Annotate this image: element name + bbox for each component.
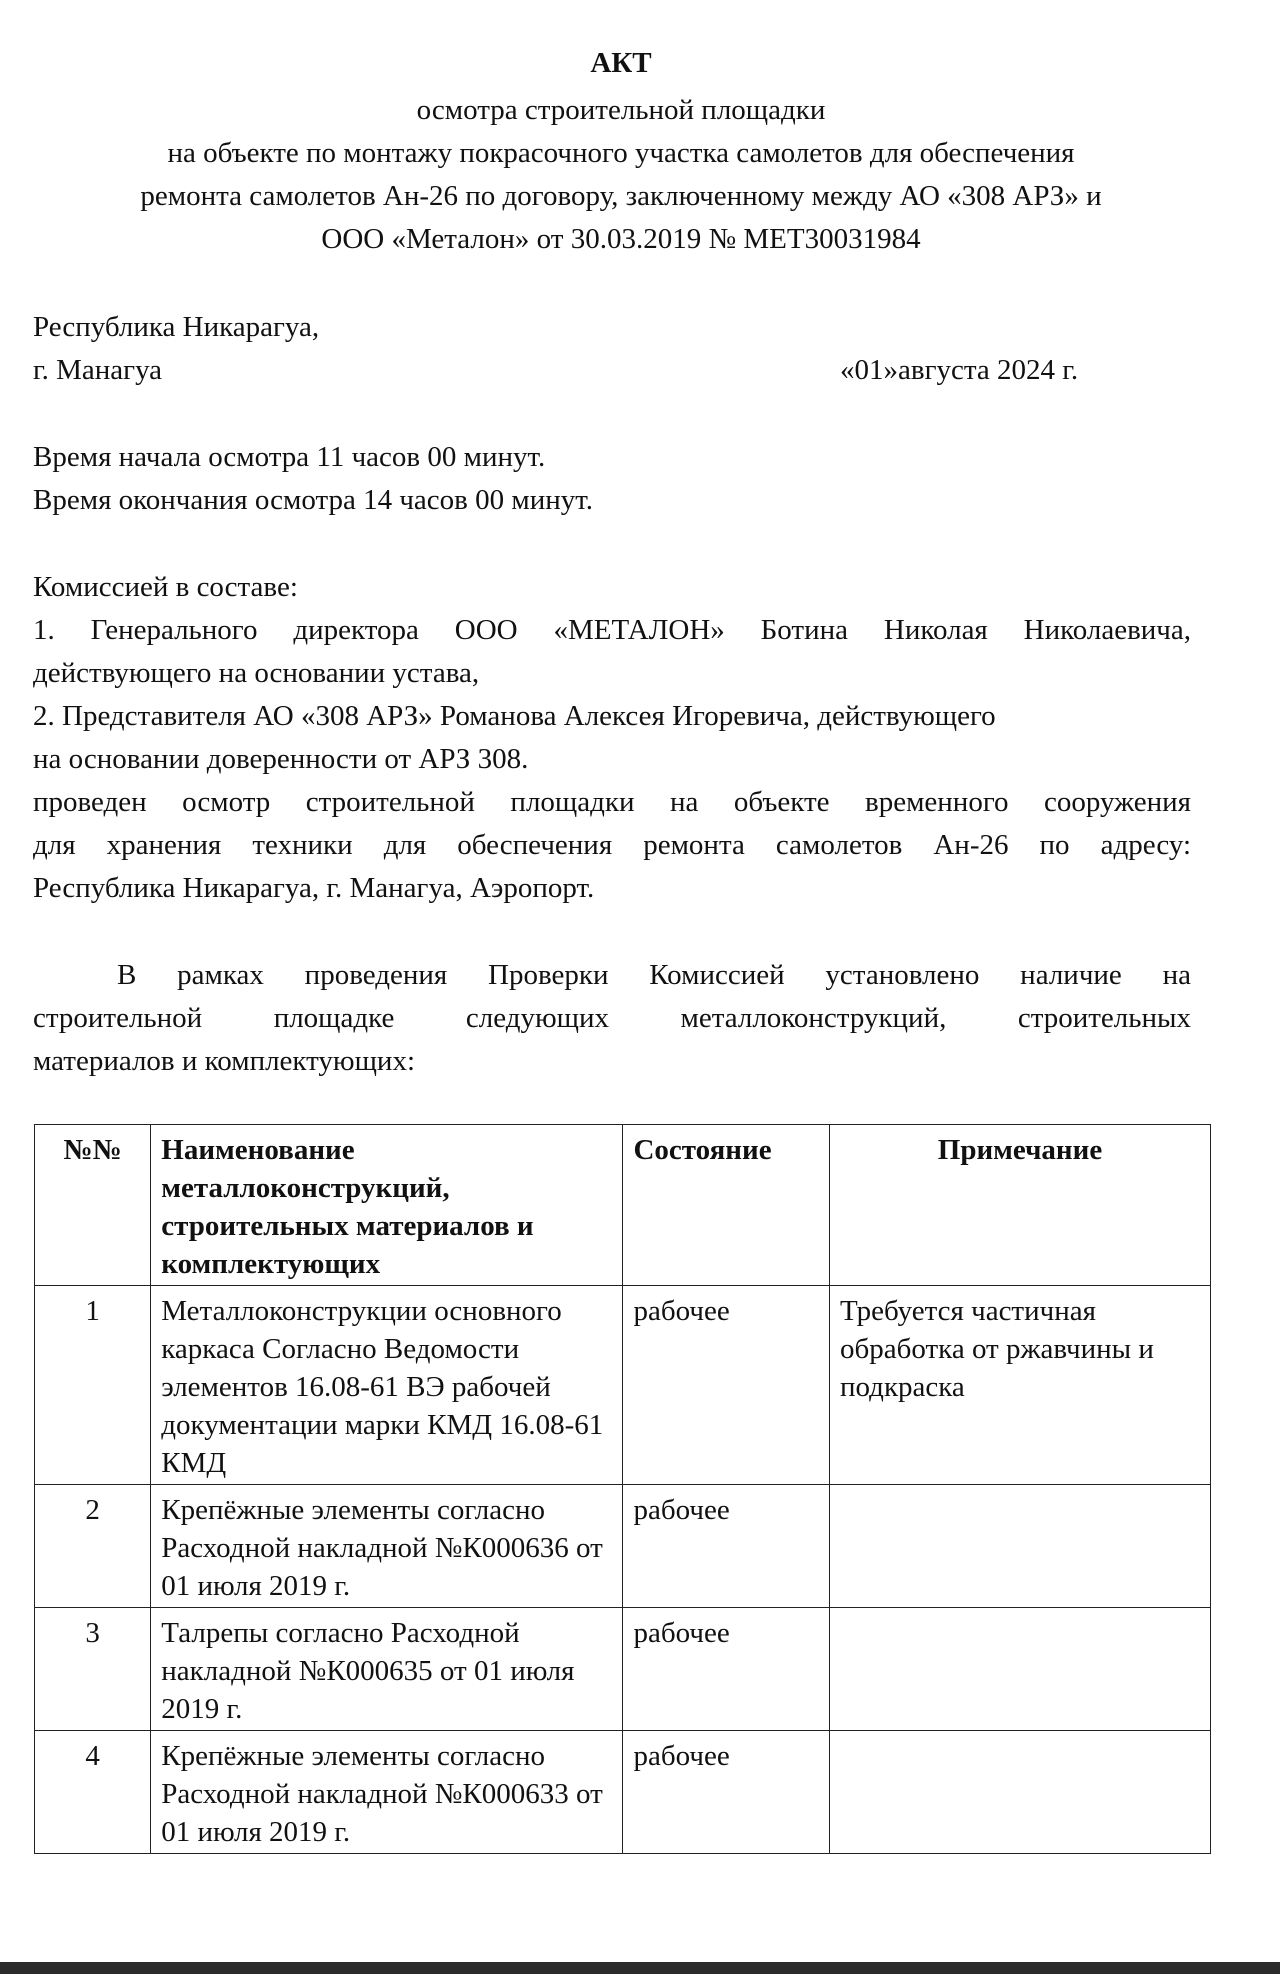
table-row <box>35 1485 1211 1608</box>
header-state: Состояние <box>623 1125 830 1286</box>
header-note: Примечание <box>830 1125 1211 1286</box>
table-row <box>35 1286 1211 1485</box>
row-note <box>830 1485 1211 1608</box>
findings-line-2: строительной площадке следующих металлоконструкций, строительных <box>33 1002 1191 1034</box>
items-table <box>34 1124 1211 1854</box>
title-line-3: ремонта самолетов Ан-26 по договору, заключенному между АО «308 АРЗ» и <box>140 180 1102 212</box>
row-note: Требуется частичная обработка от ржавчины и подкраска <box>830 1286 1211 1485</box>
row-state: рабочее <box>623 1286 830 1485</box>
header-name: Наименование металлоконструкций, строительных материалов и комплектующих <box>151 1125 623 1286</box>
header-num: №№ <box>35 1125 151 1286</box>
member-1-line-2: действующего на основании устава, <box>33 657 480 689</box>
findings-line-3: материалов и комплектующих: <box>33 1045 415 1077</box>
member-1-line-1: 1. Генерального директора ООО «МЕТАЛОН» Ботина Николая Николаевича, <box>33 614 1191 646</box>
inspection-line-1: проведен осмотр строительной площадки на объекте временного сооружения <box>33 786 1191 818</box>
row-note <box>830 1731 1211 1854</box>
title-line-1: осмотра строительной площадки <box>416 94 826 126</box>
table-header-row <box>35 1125 1211 1286</box>
time-end: Время окончания осмотра 14 часов 00 минут. <box>33 484 593 516</box>
document-date: «01»августа 2024 г. <box>840 354 1079 386</box>
row-state: рабочее <box>623 1485 830 1608</box>
row-name: Талрепы согласно Расходной накладной №К000635 от 01 июля 2019 г. <box>151 1608 623 1731</box>
bottom-bar <box>0 1962 1280 1974</box>
table-row <box>35 1608 1211 1731</box>
row-state: рабочее <box>623 1731 830 1854</box>
row-name: Крепёжные элементы согласно Расходной накладной №К000633 от 01 июля 2019 г. <box>151 1731 623 1854</box>
row-state: рабочее <box>623 1608 830 1731</box>
row-num: 3 <box>35 1608 151 1731</box>
member-2-line-2: на основании доверенности от АРЗ 308. <box>33 743 529 775</box>
table-row <box>35 1731 1211 1854</box>
place-country: Республика Никарагуа, <box>33 311 320 343</box>
findings-line-1: В рамках проведения Проверки Комиссией установлено наличие на <box>117 959 1191 991</box>
inspection-line-3: Республика Никарагуа, г. Манагуа, Аэропорт. <box>33 872 595 904</box>
time-start: Время начала осмотра 11 часов 00 минут. <box>33 441 546 473</box>
row-name: Крепёжные элементы согласно Расходной накладной №К000636 от 01 июля 2019 г. <box>151 1485 623 1608</box>
inspection-line-2: для хранения техники для обеспечения ремонта самолетов Ан-26 по адресу: <box>33 829 1191 861</box>
title-line-4: ООО «Металон» от 30.03.2019 № МЕТ30031984 <box>321 223 921 255</box>
row-note <box>830 1608 1211 1731</box>
row-num: 2 <box>35 1485 151 1608</box>
commission-intro: Комиссией в составе: <box>33 571 298 603</box>
title-line-2: на объекте по монтажу покрасочного участка самолетов для обеспечения <box>167 137 1075 169</box>
row-num: 4 <box>35 1731 151 1854</box>
member-2-line-1: 2. Представителя АО «308 АРЗ» Романова Алексея Игоревича, действующего <box>33 700 996 732</box>
row-num: 1 <box>35 1286 151 1485</box>
row-name: Металлоконструкции основного каркаса Согласно Ведомости элементов 16.08-61 ВЭ рабочей документации марки КМД 16.08-61 КМД <box>151 1286 623 1485</box>
place-city: г. Манагуа <box>33 354 163 386</box>
document-title: АКТ <box>590 47 652 79</box>
